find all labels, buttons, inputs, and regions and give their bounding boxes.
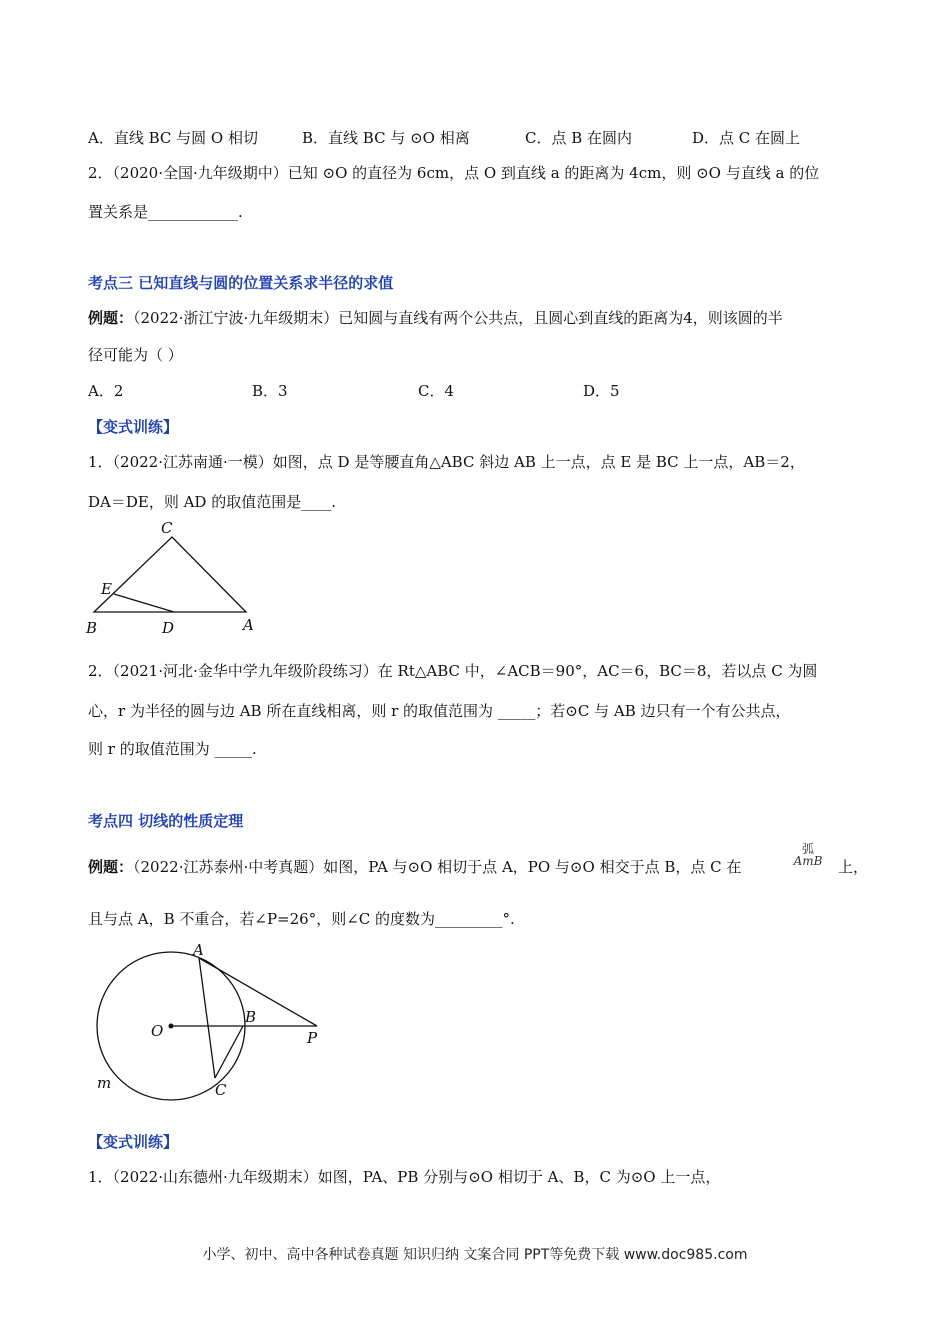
section-heading: 考点三 已知直线与圆的位置关系求半径的求值	[88, 274, 394, 292]
question-text: 1．（2022·江苏南通·一模）如图，点 D 是等腰直角△ABC 斜边 AB 上一点，点 E 是 BC 上一点，AB＝2，	[88, 453, 805, 471]
label-e: E	[101, 580, 112, 598]
arc-name: AmB	[793, 854, 823, 868]
option-c: C．4	[418, 382, 455, 400]
example-text: 且与点 A，B 不重合，若∠P=26°，则∠C 的度数为_________°.	[88, 910, 515, 928]
option-b: B．3	[252, 382, 288, 400]
option-d: D．点 C 在圆上	[692, 129, 801, 147]
label-a: A	[243, 616, 254, 634]
example-text: （2022·浙江宁波·九年级期末）已知圆与直线有两个公共点，且圆心到直线的距离为4，则该圆的半	[133, 309, 783, 327]
center-point	[169, 1024, 174, 1029]
option-b: B．直线 BC 与 ⊙O 相离	[302, 129, 470, 147]
question-text: 则 r 的取值范围为 _____.	[88, 740, 257, 758]
question-text: 2．（2020·全国·九年级期中）已知 ⊙O 的直径为 6cm，点 O 到直线 a 的距离为 4cm，则 ⊙O 与直线 a 的位	[88, 164, 820, 182]
question-text: 心，r 为半径的圆与边 AB 所在直线相离，则 r 的取值范围为 _____；若⊙C 与 AB 边只有一个有公共点，	[88, 702, 791, 720]
segment-de	[114, 594, 174, 612]
circle-tangent-figure	[85, 938, 335, 1103]
example-text: （2022·江苏泰州·中考真题）如图，PA 与⊙O 相切于点 A，PO 与⊙O 相交于点 B，点 C 在	[133, 858, 742, 876]
label-b: B	[245, 1008, 257, 1026]
option-d: D．5	[583, 382, 620, 400]
chord-ac	[199, 958, 215, 1078]
question-text: 2．（2021·河北·金华中学九年级阶段练习）在 Rt△ABC 中，∠ACB＝90°，AC＝6，BC＝8，若以点 C 为圆	[88, 662, 818, 680]
section-heading: 考点四 切线的性质定理	[88, 812, 244, 830]
tangent-pa	[199, 958, 317, 1026]
label-o: O	[151, 1022, 164, 1040]
footer: 小学、初中、高中各种试卷真题 知识归纳 文案合同 PPT等免费下载 www.doc985.com	[202, 1247, 748, 1263]
label-d: D	[162, 619, 175, 637]
practice-label: 【变式训练】	[88, 418, 179, 436]
example-label: 例题：	[88, 309, 134, 327]
triangle-abc	[94, 537, 246, 612]
question-text: 1．（2022·山东德州·九年级期末）如图，PA、PB 分别与⊙O 相切于 A、B，C 为⊙O 上一点，	[88, 1168, 721, 1186]
label-p: P	[307, 1029, 318, 1047]
option-a: A．直线 BC 与圆 O 相切	[88, 129, 258, 147]
label-a: A	[193, 941, 204, 959]
option-a: A．2	[88, 382, 124, 400]
label-c: C	[215, 1081, 227, 1099]
arc-symbol: 弧	[801, 842, 814, 856]
example-line	[88, 307, 783, 329]
chord-cb	[215, 1026, 243, 1078]
question-text: 置关系是____________.	[88, 203, 243, 221]
example-text-end: 上，	[838, 858, 869, 876]
label-m: m	[97, 1074, 112, 1092]
triangle-figure	[80, 518, 270, 640]
option-c: C．点 B 在圆内	[525, 129, 633, 147]
arc-notation	[790, 843, 826, 867]
question-text: DA＝DE，则 AD 的取值范围是____.	[88, 493, 336, 511]
example-line	[88, 856, 741, 878]
example-label: 例题：	[88, 858, 134, 876]
practice-label: 【变式训练】	[88, 1133, 179, 1151]
label-c: C	[161, 519, 173, 537]
label-b: B	[86, 619, 98, 637]
example-text: 径可能为（ ）	[88, 346, 183, 364]
